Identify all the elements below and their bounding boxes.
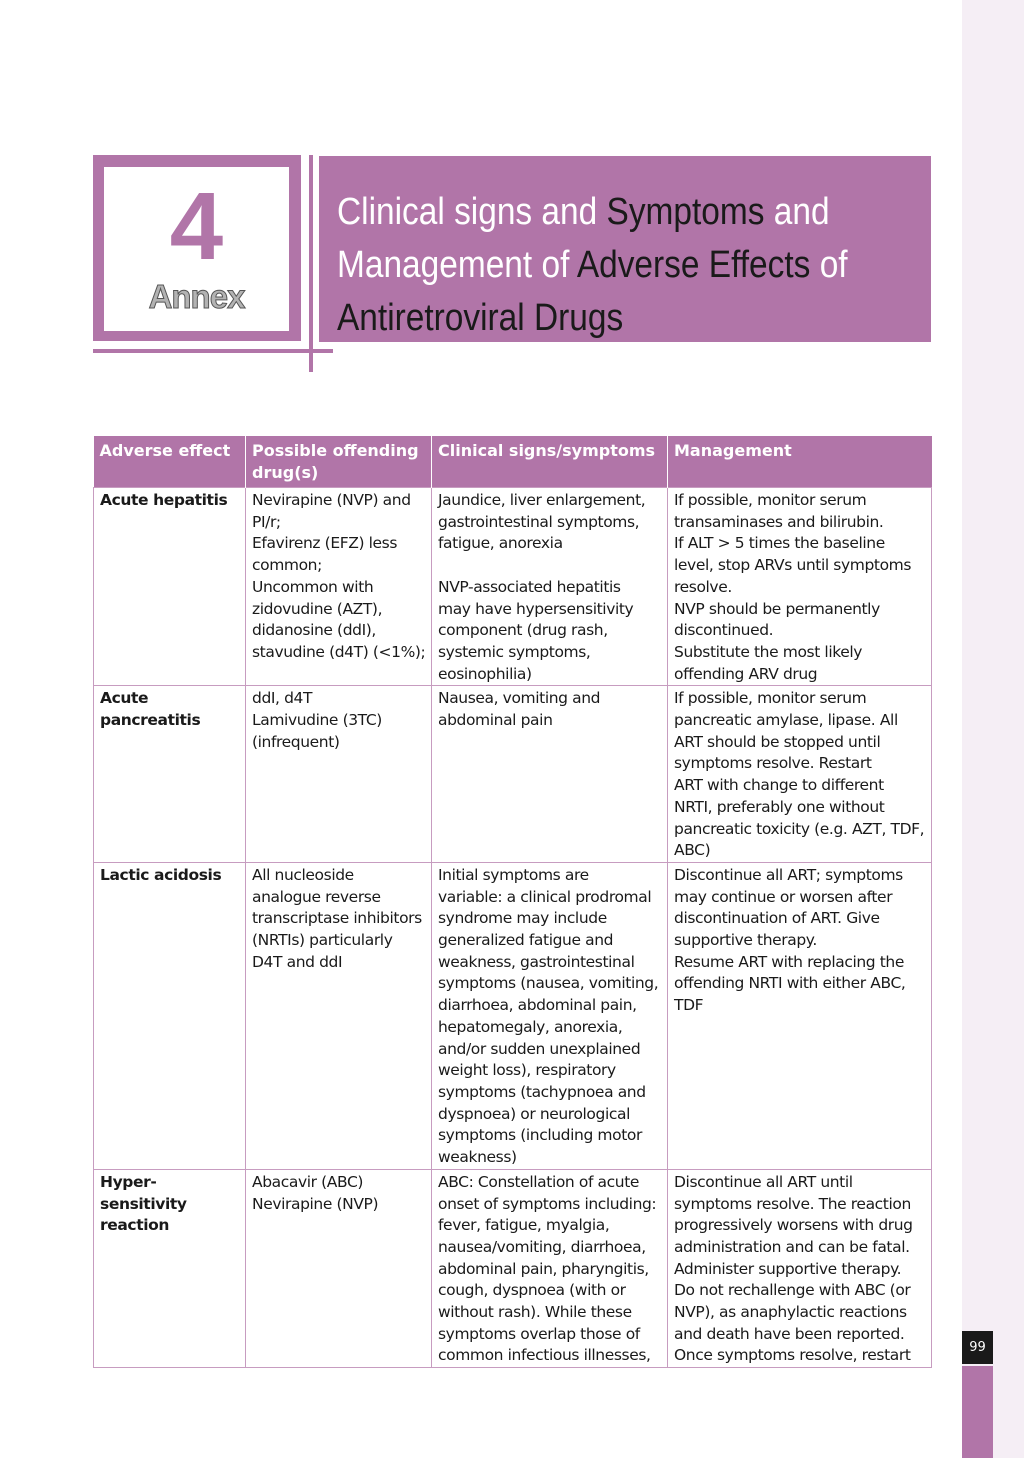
divider-horizontal <box>93 349 333 353</box>
cell-clinical-signs: Nausea, vomiting and abdominal pain <box>432 686 668 863</box>
sidebar-accent-bar <box>962 1366 993 1458</box>
cell-clinical-signs: Initial symptoms are variable: a clinical prodromal syndrome may include generalized fatigue and weakness, gastrointestinal symptoms (nausea, vomiting, diarrhoea, abdominal pain, hepatomegaly, anorexia, and/or sudden unexplained weight loss), respiratory symptoms (tachypnoea and dyspnoea) or neurological symptoms (including motor weakness) <box>432 862 668 1169</box>
title-part: Adverse Effects <box>576 244 811 286</box>
header-offending-drugs: Possible offending drug(s) <box>246 436 432 488</box>
title-part: Symptoms <box>606 191 765 233</box>
title-part: of <box>810 244 848 286</box>
annex-label: Annex <box>148 278 245 315</box>
divider-vertical <box>309 155 313 372</box>
table-row <box>94 686 932 863</box>
table-row <box>94 862 932 1169</box>
cell-offending-drugs: All nucleoside analogue reverse transcriptase inhibitors (NRTIs) particularly D4T and ddI <box>246 862 432 1169</box>
header-adverse-effect: Adverse effect <box>94 436 246 488</box>
page-title <box>337 186 856 345</box>
annex-number: 4 <box>169 173 224 280</box>
title-part: Management of <box>337 244 577 286</box>
cell-management: Discontinue all ART; symptoms may continue or worsen after discontinuation of ART. Give supportive therapy. Resume ART with replacing the offending NRTI with either ABC, TDF <box>668 862 932 1169</box>
cell-adverse-effect: Acute pancreatitis <box>94 686 246 863</box>
cell-adverse-effect: Lactic acidosis <box>94 862 246 1169</box>
adverse-effects-table <box>93 436 932 1368</box>
cell-management: Discontinue all ART until symptoms resolve. The reaction progressively worsens with drug administration and can be fatal. Administer supportive therapy. Do not rechallenge with ABC (or NVP), as anaphylactic reactions and death have been reported. Once symptoms resolve, restart <box>668 1169 932 1367</box>
table-header-row <box>94 436 932 488</box>
cell-management: If possible, monitor serum pancreatic amylase, lipase. All ART should be stopped until symptoms resolve. Restart ART with change to different NRTI, preferably one without pancreatic toxicity (e.g. AZT, TDF, ABC) <box>668 686 932 863</box>
title-part: and <box>764 191 830 233</box>
table-row <box>94 488 932 686</box>
page-sidebar <box>962 0 1024 1458</box>
cell-adverse-effect: Acute hepatitis <box>94 488 246 686</box>
header-clinical-signs: Clinical signs/symptoms <box>432 436 668 488</box>
cell-offending-drugs: Nevirapine (NVP) and PI/r; Efavirenz (EFZ) less common; Uncommon with zidovudine (AZT), didanosine (ddI), stavudine (d4T) (<1%); <box>246 488 432 686</box>
cell-clinical-signs: Jaundice, liver enlargement, gastrointestinal symptoms, fatigue, anorexia NVP-associated hepatitis may have hypersensitivity component (drug rash, systemic symptoms, eosinophilia) <box>432 488 668 686</box>
cell-adverse-effect: Hyper- sensitivity reaction <box>94 1169 246 1367</box>
cell-management: If possible, monitor serum transaminases and bilirubin. If ALT > 5 times the baseline level, stop ARVs until symptoms resolve. NVP should be permanently discontinued. Substitute the most likely offending ARV drug <box>668 488 932 686</box>
cell-offending-drugs: Abacavir (ABC) Nevirapine (NVP) <box>246 1169 432 1367</box>
table-row <box>94 1169 932 1367</box>
title-part: Clinical signs and <box>337 191 607 233</box>
header-management: Management <box>668 436 932 488</box>
cell-offending-drugs: ddI, d4T Lamivudine (3TC) (infrequent) <box>246 686 432 863</box>
page-number: 99 <box>962 1331 993 1364</box>
title-part: Antiretroviral Drugs <box>337 297 624 339</box>
cell-clinical-signs: ABC: Constellation of acute onset of symptoms including: fever, fatigue, myalgia, nausea/vomiting, diarrhoea, abdominal pain, pharyngitis, cough, dyspnoea (with or without rash). While these symptoms overlap those of common infectious illnesses, <box>432 1169 668 1367</box>
